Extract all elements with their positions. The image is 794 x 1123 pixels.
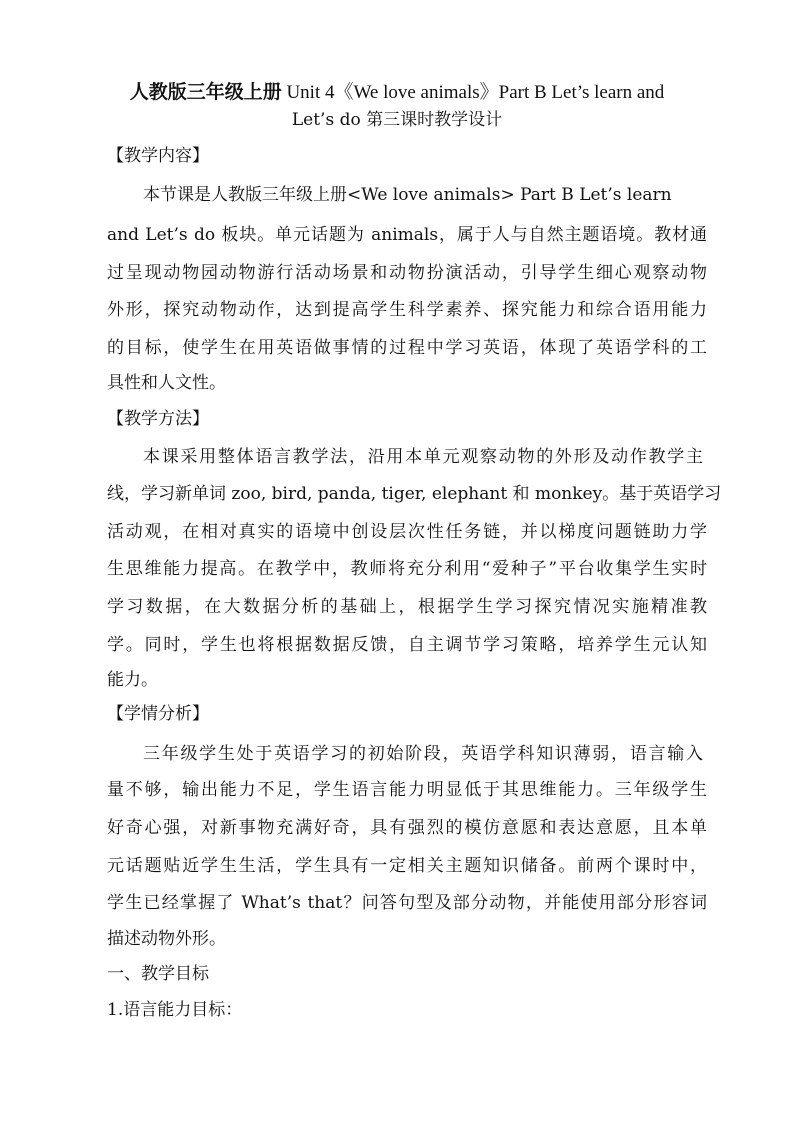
method-line: 线，学习新单词 zoo, bird, panda, tiger, elephant 和 monkey。基于英语学习 <box>107 484 722 504</box>
analysis-line: 学生已经掌握了 What’s that？问答句型及部分动物，并能使用部分形容词 <box>107 893 707 913</box>
goals-subheading-language: 1.语言能力目标： <box>107 1000 243 1020</box>
document-title-line-1 <box>0 80 794 105</box>
method-line: 本课采用整体语言教学法，沿用本单元观察动物的外形及动作教学主 <box>143 447 703 467</box>
section-heading-analysis: 【学情分析】 <box>107 704 209 724</box>
method-line: 学。同时，学生也将根据数据反馈，自主调节学习策略，培养学生元认知 <box>107 635 707 655</box>
analysis-line: 好奇心强，对新事物充满好奇，具有强烈的模仿意愿和表达意愿，且本单 <box>107 818 707 838</box>
content-line: and Let’s do 板块。单元话题为 animals，属于人与自然主题语境。教材通 <box>107 225 707 245</box>
document-title-line-2: Let’s do 第三课时教学设计 <box>291 110 503 130</box>
method-line: 生思维能力提高。在教学中，教师将充分利用“爱种子”平台收集学生实时 <box>107 559 707 579</box>
section-heading-content: 【教学内容】 <box>107 146 209 166</box>
section-heading-goals: 一、教学目标 <box>107 964 209 984</box>
analysis-line: 描述动物外形。 <box>107 929 226 949</box>
content-line: 具性和人文性。 <box>107 373 226 393</box>
method-line: 学习数据，在大数据分析的基础上，根据学生学习探究情况实施精准教 <box>107 597 707 617</box>
title-en: Unit 4《We love animals》Part B Let’s learn and <box>281 82 665 103</box>
section-heading-method: 【教学方法】 <box>107 409 209 429</box>
method-line: 能力。 <box>107 670 158 690</box>
content-line: 外形，探究动物动作，达到提高学生科学素养、探究能力和综合语用能力 <box>107 300 707 320</box>
analysis-line: 三年级学生处于英语学习的初始阶段，英语学科知识薄弱，语言输入 <box>143 744 703 764</box>
title-cn: 人教版三年级上册 <box>129 81 282 103</box>
analysis-line: 元话题贴近学生生活，学生具有一定相关主题知识储备。前两个课时中， <box>107 856 707 876</box>
content-line: 的目标，使学生在用英语做事情的过程中学习英语，体现了英语学科的工 <box>107 338 707 358</box>
analysis-line: 量不够，输出能力不足，学生语言能力明显低于其思维能力。三年级学生 <box>107 780 707 800</box>
method-line: 活动观，在相对真实的语境中创设层次性任务链，并以梯度问题链助力学 <box>107 522 707 542</box>
content-line: 本节课是人教版三年级上册<We love animals> Part B Let’s learn <box>143 185 672 205</box>
content-line: 过呈现动物园动物游行活动场景和动物扮演活动，引导学生细心观察动物 <box>107 263 707 283</box>
